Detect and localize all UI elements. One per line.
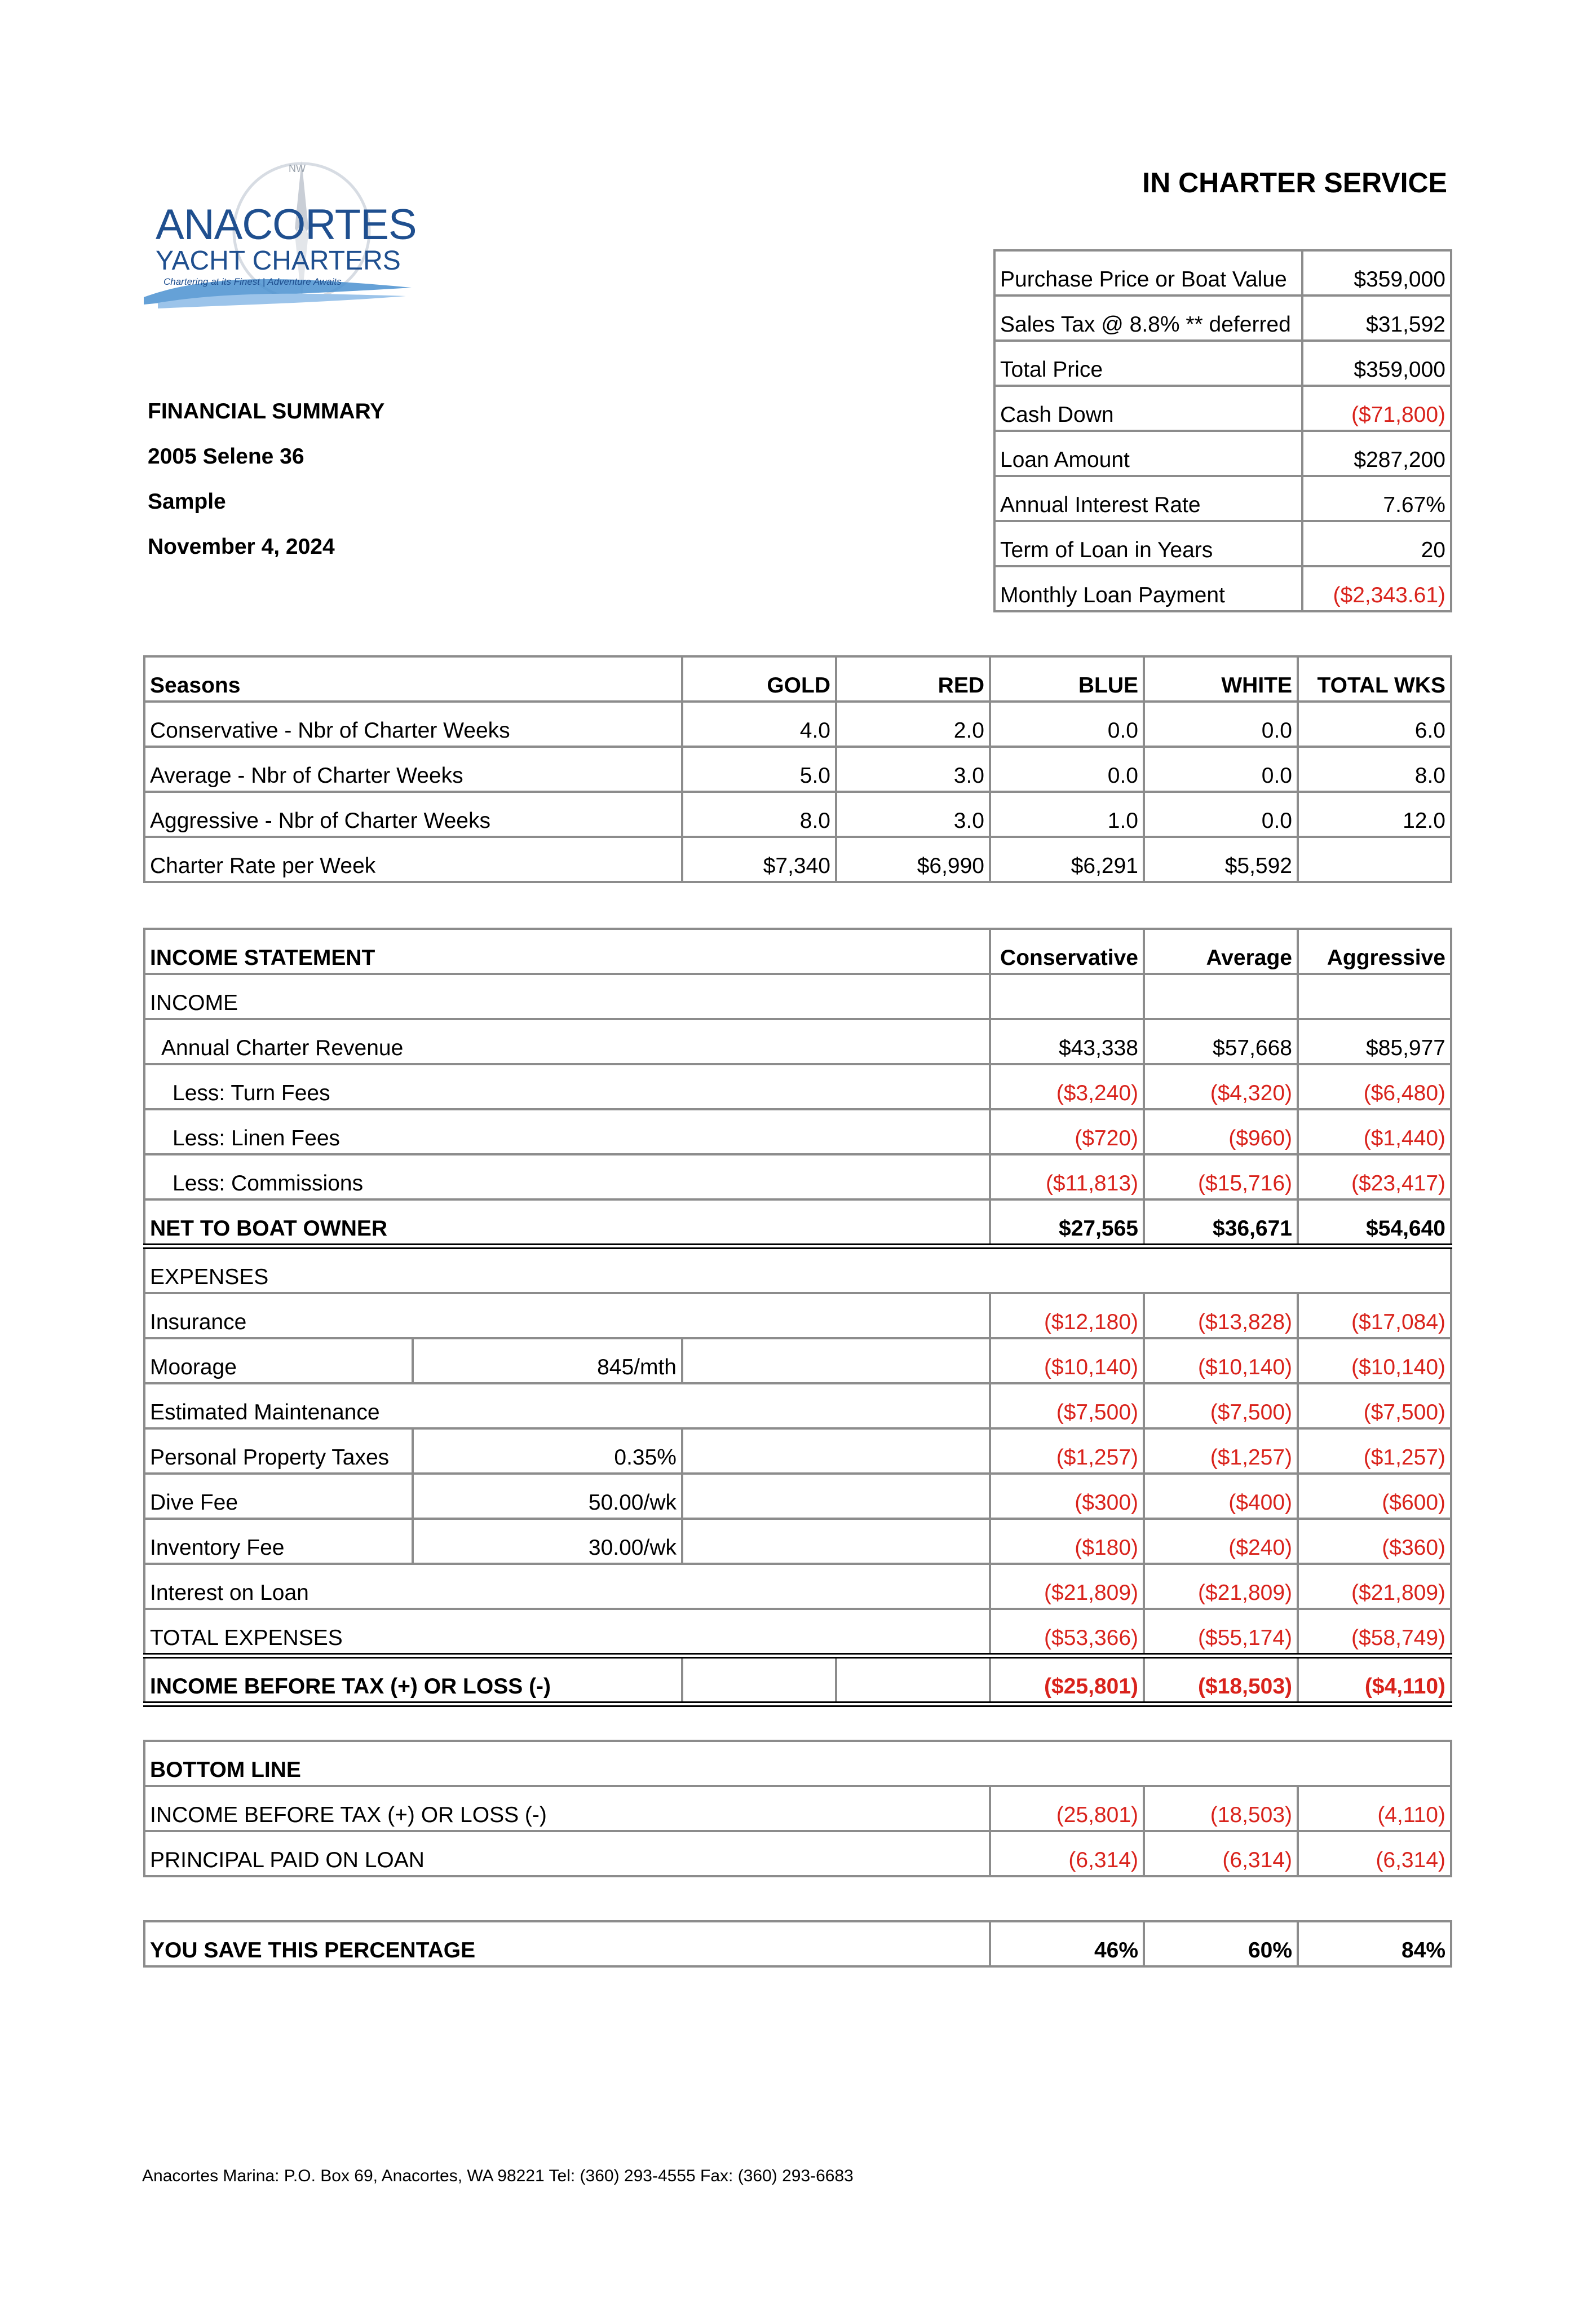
cell: ($21,809) [1298,1564,1451,1609]
cell: ($10,140) [1144,1338,1298,1383]
cell: ($12,180) [990,1293,1144,1338]
cell: 3.0 [836,747,990,792]
logo-tagline: Chartering at its Finest | Adventure Awaits [163,276,342,287]
report-date: November 4, 2024 [148,535,335,559]
table-row [994,250,1451,295]
season-white-header: WHITE [1144,656,1298,702]
row-label: TOTAL EXPENSES [144,1609,990,1656]
cell: (6,314) [990,1831,1144,1876]
table-row [144,1338,1451,1383]
table-row [144,1246,1451,1293]
bottom-line-header: BOTTOM LINE [144,1741,1451,1786]
table-row [144,1564,1451,1609]
cell [682,1428,990,1474]
table-row [144,1656,1451,1704]
purchase-table [993,249,1452,612]
cell: (6,314) [1298,1831,1451,1876]
cell: $54,640 [1298,1199,1451,1246]
season-gold-header: GOLD [682,656,836,702]
savings-aggressive: 84% [1298,1921,1451,1966]
row-label: Insurance [144,1293,990,1338]
cell: ($13,828) [1144,1293,1298,1338]
cell: 0.0 [990,747,1144,792]
cell: ($7,500) [1298,1383,1451,1428]
purchase-label: Monthly Loan Payment [994,566,1302,611]
cell: ($10,140) [990,1338,1144,1383]
cell: 0.0 [1144,747,1298,792]
table-row [994,341,1451,386]
table-row [144,1921,1451,1966]
table-row [144,1199,1451,1246]
cell: 5.0 [682,747,836,792]
table-row [994,295,1451,341]
table-row [994,566,1451,611]
cell: (25,801) [990,1786,1144,1831]
purchase-label: Purchase Price or Boat Value [994,250,1302,295]
cell [1298,837,1451,882]
purchase-label: Total Price [994,341,1302,386]
row-label: NET TO BOAT OWNER [144,1199,990,1246]
row-label: Moorage [144,1338,413,1383]
expense-note: 50.00/wk [413,1474,682,1519]
savings-conservative: 46% [990,1921,1144,1966]
cell: 8.0 [1298,747,1451,792]
income-section-label: INCOME [144,974,990,1019]
cell: ($55,174) [1144,1609,1298,1656]
purchase-label: Term of Loan in Years [994,521,1302,566]
expenses-section-label: EXPENSES [144,1246,1451,1293]
cell: 0.0 [1144,702,1298,747]
row-label: Aggressive - Nbr of Charter Weeks [144,792,682,837]
average-header: Average [1144,929,1298,974]
cell: $6,990 [836,837,990,882]
cell: ($15,716) [1144,1154,1298,1199]
cell: ($10,140) [1298,1338,1451,1383]
cell [1144,974,1298,1019]
cell: ($23,417) [1298,1154,1451,1199]
cell: ($58,749) [1298,1609,1451,1656]
cell: 0.0 [1144,792,1298,837]
table-row [994,476,1451,521]
cell [1298,974,1451,1019]
sample-label: Sample [148,489,226,514]
cell: $7,340 [682,837,836,882]
purchase-value: 7.67% [1302,476,1451,521]
cell: ($180) [990,1519,1144,1564]
cell: ($17,084) [1298,1293,1451,1338]
purchase-value: $359,000 [1302,250,1451,295]
purchase-label: Sales Tax @ 8.8% ** deferred [994,295,1302,341]
row-label: Charter Rate per Week [144,837,682,882]
cell: $57,668 [1144,1019,1298,1064]
svg-text:NW: NW [289,163,306,174]
table-row [144,1019,1451,1064]
table-row [144,1064,1451,1109]
cell: (18,503) [1144,1786,1298,1831]
cell: ($400) [1144,1474,1298,1519]
row-label: Annual Charter Revenue [144,1019,990,1064]
cell: ($360) [1298,1519,1451,1564]
purchase-value: $287,200 [1302,431,1451,476]
footer-address: Anacortes Marina: P.O. Box 69, Anacortes, WA 98221 Tel: (360) 293-4555 Fax: (360) 293-6683 [142,2167,854,2185]
cell: $43,338 [990,1019,1144,1064]
table-row [144,974,1451,1019]
table-header-row [144,1741,1451,1786]
cell: ($6,480) [1298,1064,1451,1109]
row-label: Interest on Loan [144,1564,990,1609]
table-row [144,1154,1451,1199]
income-statement-table [143,928,1452,1707]
table-row [144,1293,1451,1338]
cell: ($720) [990,1109,1144,1154]
cell [682,1519,990,1564]
purchase-value: ($71,800) [1302,386,1451,431]
purchase-value: 20 [1302,521,1451,566]
cell: ($21,809) [990,1564,1144,1609]
cell [682,1656,836,1704]
row-label: Estimated Maintenance [144,1383,990,1428]
row-label: Dive Fee [144,1474,413,1519]
purchase-label: Annual Interest Rate [994,476,1302,521]
row-label: INCOME BEFORE TAX (+) OR LOSS (-) [144,1786,990,1831]
row-label: Average - Nbr of Charter Weeks [144,747,682,792]
cell: ($21,809) [1144,1564,1298,1609]
cell: 3.0 [836,792,990,837]
cell: ($300) [990,1474,1144,1519]
table-row [144,1609,1451,1656]
table-row [994,386,1451,431]
cell [990,974,1144,1019]
purchase-value: $359,000 [1302,341,1451,386]
table-row [144,1428,1451,1474]
page-title: IN CHARTER SERVICE [1142,167,1447,199]
table-row [144,1474,1451,1519]
row-label: Personal Property Taxes [144,1428,413,1474]
logo-line1: ANACORTES [156,201,417,249]
cell: 4.0 [682,702,836,747]
savings-table [143,1920,1452,1968]
cell: $36,671 [1144,1199,1298,1246]
summary-heading: FINANCIAL SUMMARY [148,399,385,424]
seasons-header: Seasons [144,656,682,702]
cell: 1.0 [990,792,1144,837]
savings-label: YOU SAVE THIS PERCENTAGE [144,1921,990,1966]
cell [682,1338,990,1383]
cell: $5,592 [1144,837,1298,882]
company-logo [141,155,417,324]
purchase-label: Cash Down [994,386,1302,431]
row-label: PRINCIPAL PAID ON LOAN [144,1831,990,1876]
cell: 2.0 [836,702,990,747]
table-row [144,837,1451,882]
cell: (4,110) [1298,1786,1451,1831]
purchase-value: $31,592 [1302,295,1451,341]
cell: ($1,440) [1298,1109,1451,1154]
cell: ($1,257) [1298,1428,1451,1474]
season-blue-header: BLUE [990,656,1144,702]
table-row [994,431,1451,476]
cell: 12.0 [1298,792,1451,837]
purchase-label: Loan Amount [994,431,1302,476]
row-label: Less: Commissions [144,1154,990,1199]
total-weeks-header: TOTAL WKS [1298,656,1451,702]
row-label: Conservative - Nbr of Charter Weeks [144,702,682,747]
cell: 8.0 [682,792,836,837]
seasons-table [143,655,1452,883]
row-label: Inventory Fee [144,1519,413,1564]
table-header-row [144,929,1451,974]
table-header-row [144,656,1451,702]
cell: ($1,257) [1144,1428,1298,1474]
cell: (6,314) [1144,1831,1298,1876]
row-label: Less: Turn Fees [144,1064,990,1109]
logo-line2: YACHT CHARTERS [156,246,401,276]
table-row [144,1109,1451,1154]
table-row [144,747,1451,792]
cell: ($4,320) [1144,1064,1298,1109]
conservative-header: Conservative [990,929,1144,974]
cell: ($4,110) [1298,1656,1451,1704]
cell: ($960) [1144,1109,1298,1154]
savings-average: 60% [1144,1921,1298,1966]
expense-note: 30.00/wk [413,1519,682,1564]
table-row [144,702,1451,747]
cell: 6.0 [1298,702,1451,747]
cell: $85,977 [1298,1019,1451,1064]
cell: $6,291 [990,837,1144,882]
table-row [994,521,1451,566]
cell: ($240) [1144,1519,1298,1564]
expense-note: 0.35% [413,1428,682,1474]
row-label: Less: Linen Fees [144,1109,990,1154]
cell: ($600) [1298,1474,1451,1519]
cell [836,1656,990,1704]
boat-model: 2005 Selene 36 [148,444,304,469]
table-row [144,1786,1451,1831]
cell [682,1474,990,1519]
bottom-line-table [143,1740,1452,1877]
cell: ($11,813) [990,1154,1144,1199]
table-row [144,1831,1451,1876]
cell: ($53,366) [990,1609,1144,1656]
cell: ($3,240) [990,1064,1144,1109]
cell: 0.0 [990,702,1144,747]
income-statement-header: INCOME STATEMENT [144,929,990,974]
purchase-value: ($2,343.61) [1302,566,1451,611]
table-row [144,1519,1451,1564]
table-row [144,792,1451,837]
cell: ($25,801) [990,1656,1144,1704]
cell: ($7,500) [1144,1383,1298,1428]
cell: $27,565 [990,1199,1144,1246]
expense-note: 845/mth [413,1338,682,1383]
cell: ($18,503) [1144,1656,1298,1704]
cell: ($7,500) [990,1383,1144,1428]
aggressive-header: Aggressive [1298,929,1451,974]
season-red-header: RED [836,656,990,702]
table-row [144,1383,1451,1428]
cell: ($1,257) [990,1428,1144,1474]
row-label: INCOME BEFORE TAX (+) OR LOSS (-) [144,1656,682,1704]
